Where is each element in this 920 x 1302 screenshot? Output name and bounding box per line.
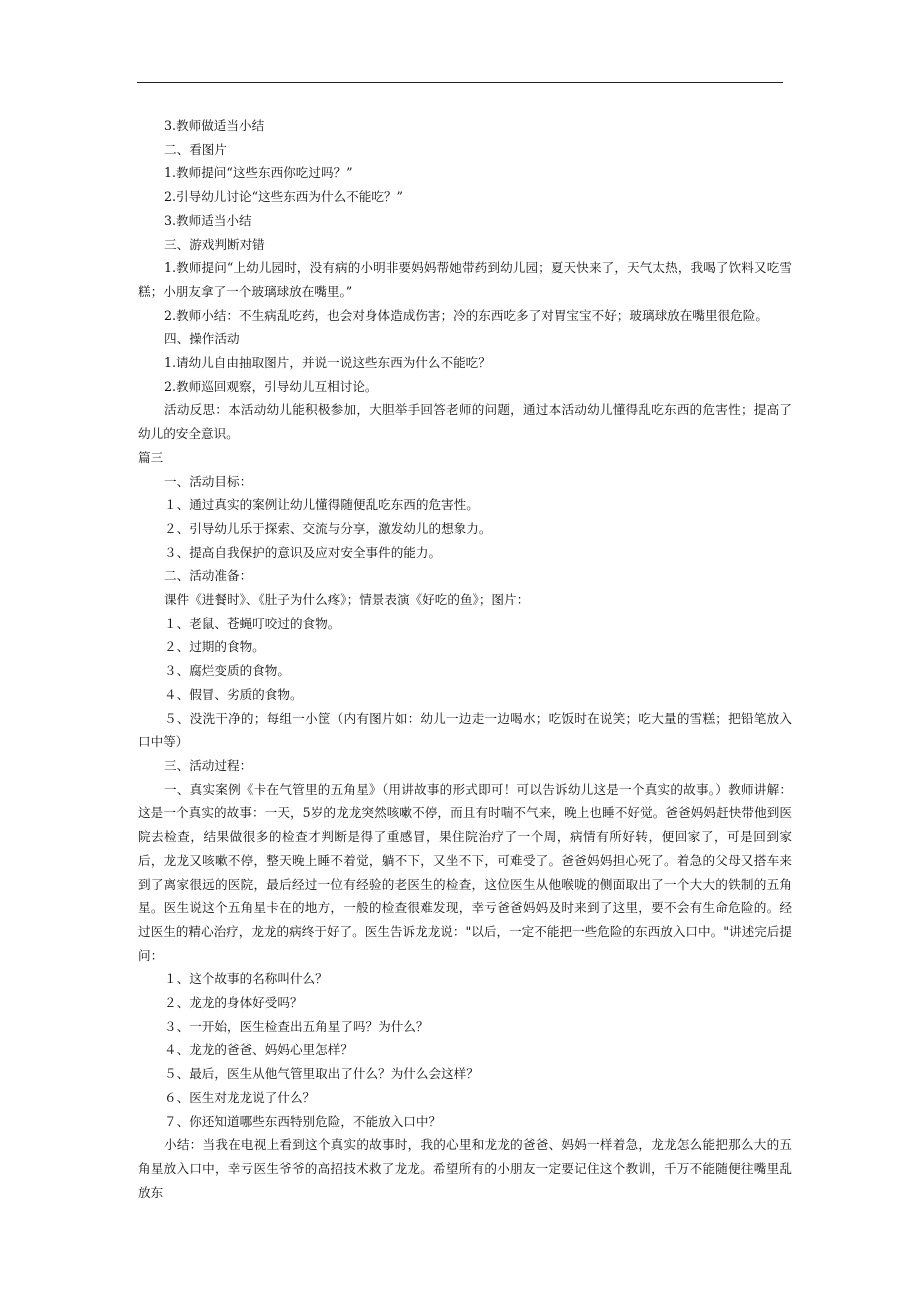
list-item: ４、龙龙的爸爸、妈妈心里怎样？	[164, 1042, 353, 1058]
document-body	[138, 114, 792, 1204]
paragraph: 课件《进餐时》、《肚子为什么疼》；情景表演《好吃的鱼》；图片：	[164, 592, 530, 608]
section-heading: 二、看图片	[164, 141, 227, 157]
paragraph: 3.教师适当小结	[164, 212, 252, 228]
section-heading: 三、游戏判断对错	[164, 236, 265, 252]
paragraph: 2.教师巡回观察，引导幼儿互相讨论。	[164, 378, 378, 394]
paragraph: 一、真实案例《卡在气管里的五角星》（用讲故事的形式即可！可以告诉幼儿这是一个真实的故事。）教师讲解：这是一个真实的故事：一天，5岁的龙龙突然咳嗽不停，而且有时喘不气来，晚上也睡不好觉。爸爸妈妈赶快带他到医院去检查，结果做很多的检查才判断是得了重感冒，果住院治疗了一个周，病情有所好转，便回家了，可是回到家后，龙龙又咳嗽不停，整天晚上睡不着觉，躺不下，又坐不下，可难受了。爸爸妈妈担心死了。着急的父母又搭车来到了离家很远的医院，最后经过一位有经验的老医生的检查，这位医生从他喉咙的侧面取出了一个大大的铁制的五角星。医生说这个五角星卡在的地方，一般的检查很难发现，幸亏爸爸妈妈及时来到了这里，要不会有生命危险的。经过医生的精心治疗，龙龙的病终于好了。医生告诉龙龙说："以后，一定不能把一些危险的东西放入口中。"讲述完后提问：	[138, 781, 792, 963]
list-item: ５、没洗干净的；每组一小筐（内有图片如：幼儿一边走一边喝水；吃饭时在说笑；吃大量的雪糕；把铅笔放入口中等）	[138, 710, 792, 750]
paragraph: 2.教师小结：不生病乱吃药，也会对身体造成伤害；冷的东西吃多了对胃宝宝不好；玻璃球放在嘴里很危险。	[164, 307, 768, 323]
list-item: ３、提高自我保护的意识及应对安全事件的能力。	[164, 544, 442, 560]
section-heading: 一、活动目标：	[164, 473, 253, 489]
paragraph: 1.教师提问“这些东西你吃过吗？”	[164, 165, 353, 181]
section-heading: 二、活动准备：	[164, 568, 253, 584]
list-item: ２、龙龙的身体好受吗？	[164, 995, 303, 1011]
list-item: １、通过真实的案例让幼儿懂得随便乱吃东西的危害性。	[164, 497, 479, 513]
section-heading: 三、活动过程：	[164, 757, 253, 773]
list-item: ４、假冒、劣质的食物。	[164, 686, 303, 702]
list-item: ２、引导幼儿乐于探索、交流与分享，激发幼儿的想象力。	[164, 520, 492, 536]
paragraph: 2.引导幼儿讨论“这些东西为什么不能吃？”	[164, 189, 403, 205]
list-item: ２、过期的食物。	[164, 639, 265, 655]
paragraph: 活动反思：本活动幼儿能积极参加，大胆举手回答老师的问题，通过本活动幼儿懂得乱吃东西的危害性；提高了幼儿的安全意识。	[138, 402, 792, 442]
list-item: ７、你还知道哪些东西特别危险，不能放入口中？	[164, 1113, 442, 1129]
section-heading: 四、操作活动	[164, 331, 240, 347]
list-item: １、这个故事的名称叫什么？	[164, 971, 328, 987]
paragraph: 1.教师提问“上幼儿园时，没有病的小明非要妈妈帮她带药到幼儿园；夏天快来了，天气太热，我喝了饮料又吃雪糕；小朋友拿了一个玻璃球放在嘴里。”	[138, 260, 792, 299]
chapter-heading: 篇三	[138, 449, 164, 465]
list-item: ６、医生对龙龙说了什么？	[164, 1089, 316, 1105]
list-item: ５、最后，医生从他气管里取出了什么？为什么会这样？	[164, 1066, 479, 1082]
paragraph: 1.请幼儿自由抽取图片，并说一说这些东西为什么不能吃？	[164, 355, 491, 371]
list-item: ３、一开始，医生检查出五角星了吗？为什么？	[164, 1018, 429, 1034]
paragraph: 3.教师做适当小结	[164, 118, 265, 133]
paragraph: 小结：当我在电视上看到这个真实的故事时，我的心里和龙龙的爸爸、妈妈一样着急，龙龙怎么能把那么大的五角星放入口中，幸亏医生爷爷的高招技术救了龙龙。希望所有的小朋友一定要记住这个教训，千万不能随便往嘴里乱放东	[138, 1137, 792, 1200]
list-item: ３、腐烂变质的食物。	[164, 663, 290, 679]
header-rule	[137, 82, 783, 83]
list-item: １、老鼠、苍蝇叮咬过的食物。	[164, 615, 341, 631]
